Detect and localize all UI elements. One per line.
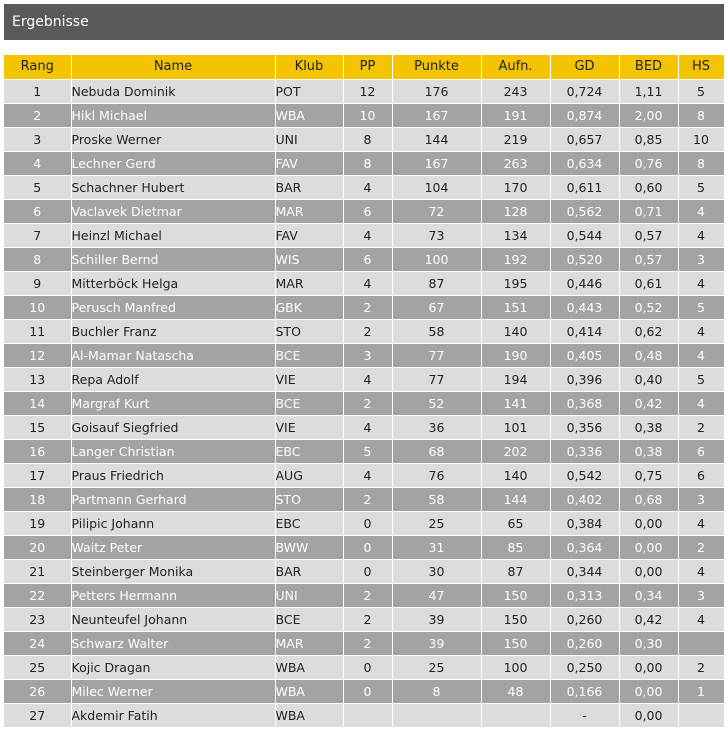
cell-hs: 3 bbox=[678, 583, 724, 607]
cell-name: Waitz Peter bbox=[71, 535, 275, 559]
cell-punkte: 77 bbox=[392, 367, 481, 391]
table-row bbox=[4, 391, 724, 415]
table-row bbox=[4, 319, 724, 343]
cell-name: Milec Werner bbox=[71, 679, 275, 703]
table-row bbox=[4, 511, 724, 535]
cell-klub: WBA bbox=[275, 103, 343, 127]
cell-name: Schwarz Walter bbox=[71, 631, 275, 655]
cell-bed: 0,48 bbox=[619, 343, 678, 367]
cell-klub: WIS bbox=[275, 247, 343, 271]
cell-aufn: 194 bbox=[481, 367, 550, 391]
cell-klub: MAR bbox=[275, 199, 343, 223]
cell-name: Repa Adolf bbox=[71, 367, 275, 391]
cell-aufn: 150 bbox=[481, 607, 550, 631]
cell-gd: 0,402 bbox=[550, 487, 619, 511]
cell-punkte: 167 bbox=[392, 151, 481, 175]
cell-aufn: 192 bbox=[481, 247, 550, 271]
cell-bed: 0,42 bbox=[619, 391, 678, 415]
cell-hs: 3 bbox=[678, 247, 724, 271]
cell-pp: 3 bbox=[343, 343, 392, 367]
cell-bed: 0,68 bbox=[619, 487, 678, 511]
cell-hs: 4 bbox=[678, 391, 724, 415]
cell-name: Goisauf Siegfried bbox=[71, 415, 275, 439]
cell-pp: 0 bbox=[343, 511, 392, 535]
cell-pp: 4 bbox=[343, 271, 392, 295]
cell-gd: 0,344 bbox=[550, 559, 619, 583]
cell-bed: 0,76 bbox=[619, 151, 678, 175]
cell-klub: FAV bbox=[275, 223, 343, 247]
cell-punkte: 36 bbox=[392, 415, 481, 439]
column-header-gd[interactable]: GD bbox=[550, 55, 619, 79]
table-row bbox=[4, 415, 724, 439]
cell-hs: 4 bbox=[678, 223, 724, 247]
cell-punkte: 73 bbox=[392, 223, 481, 247]
cell-pp: 2 bbox=[343, 319, 392, 343]
cell-punkte: 30 bbox=[392, 559, 481, 583]
cell-name: Neunteufel Johann bbox=[71, 607, 275, 631]
cell-gd: 0,446 bbox=[550, 271, 619, 295]
cell-hs: 5 bbox=[678, 79, 724, 103]
cell-aufn: 191 bbox=[481, 103, 550, 127]
cell-punkte: 77 bbox=[392, 343, 481, 367]
cell-gd: 0,874 bbox=[550, 103, 619, 127]
cell-gd: 0,544 bbox=[550, 223, 619, 247]
cell-aufn: 48 bbox=[481, 679, 550, 703]
column-header-hs[interactable]: HS bbox=[678, 55, 724, 79]
cell-name: Praus Friedrich bbox=[71, 463, 275, 487]
cell-gd: 0,384 bbox=[550, 511, 619, 535]
cell-gd: 0,542 bbox=[550, 463, 619, 487]
cell-bed: 2,00 bbox=[619, 103, 678, 127]
table-header-row bbox=[4, 55, 724, 79]
cell-pp: 4 bbox=[343, 367, 392, 391]
cell-hs: 2 bbox=[678, 415, 724, 439]
cell-pp: 2 bbox=[343, 295, 392, 319]
cell-hs: 2 bbox=[678, 655, 724, 679]
table-row bbox=[4, 343, 724, 367]
cell-pp: 0 bbox=[343, 679, 392, 703]
cell-aufn: 141 bbox=[481, 391, 550, 415]
cell-gd: 0,520 bbox=[550, 247, 619, 271]
column-header-rang[interactable]: Rang bbox=[4, 55, 71, 79]
cell-punkte: 100 bbox=[392, 247, 481, 271]
cell-gd: 0,657 bbox=[550, 127, 619, 151]
table-row bbox=[4, 535, 724, 559]
cell-rang: 21 bbox=[4, 559, 71, 583]
cell-pp: 2 bbox=[343, 391, 392, 415]
table-row bbox=[4, 655, 724, 679]
cell-rang: 15 bbox=[4, 415, 71, 439]
cell-aufn: 243 bbox=[481, 79, 550, 103]
cell-klub: UNI bbox=[275, 583, 343, 607]
cell-rang: 12 bbox=[4, 343, 71, 367]
cell-name: Heinzl Michael bbox=[71, 223, 275, 247]
cell-rang: 14 bbox=[4, 391, 71, 415]
cell-pp: 4 bbox=[343, 463, 392, 487]
cell-pp: 2 bbox=[343, 631, 392, 655]
cell-punkte: 8 bbox=[392, 679, 481, 703]
table-row bbox=[4, 295, 724, 319]
cell-name: Buchler Franz bbox=[71, 319, 275, 343]
cell-klub: FAV bbox=[275, 151, 343, 175]
cell-bed: 0,34 bbox=[619, 583, 678, 607]
cell-klub: STO bbox=[275, 487, 343, 511]
cell-aufn bbox=[481, 703, 550, 727]
cell-bed: 0,00 bbox=[619, 655, 678, 679]
cell-klub: WBA bbox=[275, 655, 343, 679]
cell-hs: 1 bbox=[678, 679, 724, 703]
cell-hs bbox=[678, 631, 724, 655]
table-row bbox=[4, 559, 724, 583]
cell-klub: MAR bbox=[275, 631, 343, 655]
cell-gd: 0,414 bbox=[550, 319, 619, 343]
cell-bed: 0,30 bbox=[619, 631, 678, 655]
table-row bbox=[4, 583, 724, 607]
cell-hs: 5 bbox=[678, 295, 724, 319]
cell-klub: EBC bbox=[275, 511, 343, 535]
cell-aufn: 195 bbox=[481, 271, 550, 295]
cell-bed: 0,61 bbox=[619, 271, 678, 295]
cell-rang: 16 bbox=[4, 439, 71, 463]
column-header-klub[interactable]: Klub bbox=[275, 55, 343, 79]
cell-pp: 4 bbox=[343, 175, 392, 199]
cell-klub: WBA bbox=[275, 679, 343, 703]
cell-bed: 0,85 bbox=[619, 127, 678, 151]
column-header-pp[interactable]: PP bbox=[343, 55, 392, 79]
cell-aufn: 100 bbox=[481, 655, 550, 679]
cell-punkte: 47 bbox=[392, 583, 481, 607]
table-row bbox=[4, 439, 724, 463]
cell-rang: 22 bbox=[4, 583, 71, 607]
cell-pp: 6 bbox=[343, 199, 392, 223]
cell-hs: 4 bbox=[678, 607, 724, 631]
cell-bed: 0,00 bbox=[619, 679, 678, 703]
cell-hs: 6 bbox=[678, 439, 724, 463]
cell-rang: 18 bbox=[4, 487, 71, 511]
cell-hs: 5 bbox=[678, 367, 724, 391]
cell-name: Nebuda Dominik bbox=[71, 79, 275, 103]
cell-bed: 0,40 bbox=[619, 367, 678, 391]
cell-klub: EBC bbox=[275, 439, 343, 463]
cell-aufn: 202 bbox=[481, 439, 550, 463]
cell-punkte: 31 bbox=[392, 535, 481, 559]
cell-aufn: 101 bbox=[481, 415, 550, 439]
cell-klub: UNI bbox=[275, 127, 343, 151]
cell-name: Kojic Dragan bbox=[71, 655, 275, 679]
cell-rang: 19 bbox=[4, 511, 71, 535]
results-table bbox=[4, 55, 725, 728]
cell-bed: 0,00 bbox=[619, 559, 678, 583]
cell-bed: 0,00 bbox=[619, 511, 678, 535]
cell-gd: 0,260 bbox=[550, 607, 619, 631]
cell-bed: 1,11 bbox=[619, 79, 678, 103]
cell-rang: 2 bbox=[4, 103, 71, 127]
cell-bed: 0,00 bbox=[619, 535, 678, 559]
cell-bed: 0,00 bbox=[619, 703, 678, 727]
results-body bbox=[4, 79, 724, 727]
cell-pp: 8 bbox=[343, 151, 392, 175]
cell-aufn: 151 bbox=[481, 295, 550, 319]
cell-klub: AUG bbox=[275, 463, 343, 487]
table-row bbox=[4, 679, 724, 703]
cell-bed: 0,38 bbox=[619, 415, 678, 439]
cell-name: Petters Hermann bbox=[71, 583, 275, 607]
cell-klub: BCE bbox=[275, 607, 343, 631]
cell-rang: 4 bbox=[4, 151, 71, 175]
cell-aufn: 219 bbox=[481, 127, 550, 151]
cell-rang: 11 bbox=[4, 319, 71, 343]
table-row bbox=[4, 79, 724, 103]
cell-pp: 12 bbox=[343, 79, 392, 103]
cell-pp bbox=[343, 703, 392, 727]
cell-name: Schachner Hubert bbox=[71, 175, 275, 199]
table-row bbox=[4, 487, 724, 511]
cell-punkte: 176 bbox=[392, 79, 481, 103]
cell-aufn: 65 bbox=[481, 511, 550, 535]
cell-aufn: 128 bbox=[481, 199, 550, 223]
cell-aufn: 140 bbox=[481, 463, 550, 487]
cell-hs: 2 bbox=[678, 535, 724, 559]
cell-name: Mitterböck Helga bbox=[71, 271, 275, 295]
cell-name: Al-Mamar Natascha bbox=[71, 343, 275, 367]
table-row bbox=[4, 223, 724, 247]
column-header-punkte[interactable]: Punkte bbox=[392, 55, 481, 79]
cell-punkte: 167 bbox=[392, 103, 481, 127]
section-header bbox=[4, 4, 724, 40]
cell-bed: 0,57 bbox=[619, 223, 678, 247]
cell-name: Steinberger Monika bbox=[71, 559, 275, 583]
cell-name: Langer Christian bbox=[71, 439, 275, 463]
cell-punkte: 68 bbox=[392, 439, 481, 463]
cell-name: Vaclavek Dietmar bbox=[71, 199, 275, 223]
cell-hs: 4 bbox=[678, 511, 724, 535]
cell-aufn: 263 bbox=[481, 151, 550, 175]
cell-aufn: 150 bbox=[481, 631, 550, 655]
cell-klub: BCE bbox=[275, 343, 343, 367]
cell-bed: 0,52 bbox=[619, 295, 678, 319]
cell-gd: 0,405 bbox=[550, 343, 619, 367]
cell-rang: 8 bbox=[4, 247, 71, 271]
cell-rang: 27 bbox=[4, 703, 71, 727]
cell-gd: 0,336 bbox=[550, 439, 619, 463]
cell-rang: 6 bbox=[4, 199, 71, 223]
cell-gd: 0,368 bbox=[550, 391, 619, 415]
cell-klub: VIE bbox=[275, 415, 343, 439]
cell-aufn: 144 bbox=[481, 487, 550, 511]
cell-rang: 13 bbox=[4, 367, 71, 391]
cell-gd: 0,562 bbox=[550, 199, 619, 223]
table-row bbox=[4, 631, 724, 655]
cell-punkte: 58 bbox=[392, 487, 481, 511]
table-row bbox=[4, 463, 724, 487]
column-header-bed[interactable]: BED bbox=[619, 55, 678, 79]
cell-gd: 0,396 bbox=[550, 367, 619, 391]
cell-pp: 8 bbox=[343, 127, 392, 151]
cell-name: Perusch Manfred bbox=[71, 295, 275, 319]
table-row bbox=[4, 199, 724, 223]
cell-rang: 24 bbox=[4, 631, 71, 655]
cell-aufn: 140 bbox=[481, 319, 550, 343]
cell-hs: 5 bbox=[678, 175, 724, 199]
cell-klub: POT bbox=[275, 79, 343, 103]
cell-klub: BWW bbox=[275, 535, 343, 559]
cell-gd: 0,611 bbox=[550, 175, 619, 199]
cell-klub: BCE bbox=[275, 391, 343, 415]
cell-rang: 26 bbox=[4, 679, 71, 703]
cell-hs: 4 bbox=[678, 271, 724, 295]
cell-gd: 0,634 bbox=[550, 151, 619, 175]
cell-hs: 3 bbox=[678, 487, 724, 511]
cell-klub: GBK bbox=[275, 295, 343, 319]
cell-aufn: 190 bbox=[481, 343, 550, 367]
cell-klub: VIE bbox=[275, 367, 343, 391]
cell-gd: 0,443 bbox=[550, 295, 619, 319]
cell-punkte: 67 bbox=[392, 295, 481, 319]
cell-aufn: 170 bbox=[481, 175, 550, 199]
cell-hs: 10 bbox=[678, 127, 724, 151]
cell-bed: 0,75 bbox=[619, 463, 678, 487]
cell-pp: 5 bbox=[343, 439, 392, 463]
cell-klub: WBA bbox=[275, 703, 343, 727]
table-row bbox=[4, 607, 724, 631]
cell-hs: 4 bbox=[678, 199, 724, 223]
table-row bbox=[4, 127, 724, 151]
cell-rang: 10 bbox=[4, 295, 71, 319]
column-header-name[interactable]: Name bbox=[71, 55, 275, 79]
table-row bbox=[4, 175, 724, 199]
cell-rang: 17 bbox=[4, 463, 71, 487]
section-title: Ergebnisse bbox=[12, 14, 89, 30]
table-row bbox=[4, 367, 724, 391]
cell-klub: BAR bbox=[275, 559, 343, 583]
cell-hs: 8 bbox=[678, 151, 724, 175]
table-row bbox=[4, 103, 724, 127]
cell-bed: 0,71 bbox=[619, 199, 678, 223]
cell-hs: 6 bbox=[678, 463, 724, 487]
cell-rang: 20 bbox=[4, 535, 71, 559]
cell-bed: 0,42 bbox=[619, 607, 678, 631]
cell-gd: 0,313 bbox=[550, 583, 619, 607]
cell-hs: 4 bbox=[678, 343, 724, 367]
cell-name: Margraf Kurt bbox=[71, 391, 275, 415]
cell-gd: 0,166 bbox=[550, 679, 619, 703]
cell-pp: 10 bbox=[343, 103, 392, 127]
cell-hs: 4 bbox=[678, 319, 724, 343]
cell-punkte: 58 bbox=[392, 319, 481, 343]
cell-pp: 2 bbox=[343, 607, 392, 631]
cell-rang: 23 bbox=[4, 607, 71, 631]
cell-gd: 0,250 bbox=[550, 655, 619, 679]
cell-pp: 0 bbox=[343, 535, 392, 559]
cell-hs: 4 bbox=[678, 559, 724, 583]
cell-punkte: 72 bbox=[392, 199, 481, 223]
table-row bbox=[4, 247, 724, 271]
cell-punkte: 39 bbox=[392, 631, 481, 655]
cell-gd: - bbox=[550, 703, 619, 727]
cell-name: Partmann Gerhard bbox=[71, 487, 275, 511]
cell-klub: STO bbox=[275, 319, 343, 343]
cell-hs: 8 bbox=[678, 103, 724, 127]
cell-pp: 2 bbox=[343, 583, 392, 607]
cell-pp: 2 bbox=[343, 487, 392, 511]
cell-rang: 9 bbox=[4, 271, 71, 295]
cell-punkte: 25 bbox=[392, 655, 481, 679]
cell-rang: 5 bbox=[4, 175, 71, 199]
cell-aufn: 134 bbox=[481, 223, 550, 247]
cell-aufn: 87 bbox=[481, 559, 550, 583]
cell-name: Lechner Gerd bbox=[71, 151, 275, 175]
cell-aufn: 85 bbox=[481, 535, 550, 559]
cell-pp: 6 bbox=[343, 247, 392, 271]
cell-punkte: 76 bbox=[392, 463, 481, 487]
cell-gd: 0,364 bbox=[550, 535, 619, 559]
table-row bbox=[4, 151, 724, 175]
cell-name: Schiller Bernd bbox=[71, 247, 275, 271]
cell-bed: 0,62 bbox=[619, 319, 678, 343]
cell-hs bbox=[678, 703, 724, 727]
cell-name: Pilipic Johann bbox=[71, 511, 275, 535]
cell-name: Proske Werner bbox=[71, 127, 275, 151]
cell-rang: 1 bbox=[4, 79, 71, 103]
cell-pp: 4 bbox=[343, 415, 392, 439]
cell-punkte bbox=[392, 703, 481, 727]
cell-rang: 7 bbox=[4, 223, 71, 247]
table-row bbox=[4, 703, 724, 727]
cell-punkte: 87 bbox=[392, 271, 481, 295]
cell-bed: 0,38 bbox=[619, 439, 678, 463]
cell-pp: 0 bbox=[343, 559, 392, 583]
cell-punkte: 104 bbox=[392, 175, 481, 199]
cell-pp: 4 bbox=[343, 223, 392, 247]
cell-punkte: 39 bbox=[392, 607, 481, 631]
cell-gd: 0,724 bbox=[550, 79, 619, 103]
column-header-aufn[interactable]: Aufn. bbox=[481, 55, 550, 79]
cell-bed: 0,57 bbox=[619, 247, 678, 271]
cell-aufn: 150 bbox=[481, 583, 550, 607]
cell-bed: 0,60 bbox=[619, 175, 678, 199]
cell-name: Akdemir Fatih bbox=[71, 703, 275, 727]
cell-klub: BAR bbox=[275, 175, 343, 199]
cell-name: Hikl Michael bbox=[71, 103, 275, 127]
cell-klub: MAR bbox=[275, 271, 343, 295]
cell-gd: 0,356 bbox=[550, 415, 619, 439]
cell-punkte: 144 bbox=[392, 127, 481, 151]
cell-pp: 0 bbox=[343, 655, 392, 679]
cell-punkte: 52 bbox=[392, 391, 481, 415]
cell-rang: 25 bbox=[4, 655, 71, 679]
cell-gd: 0,260 bbox=[550, 631, 619, 655]
cell-rang: 3 bbox=[4, 127, 71, 151]
cell-punkte: 25 bbox=[392, 511, 481, 535]
table-row bbox=[4, 271, 724, 295]
